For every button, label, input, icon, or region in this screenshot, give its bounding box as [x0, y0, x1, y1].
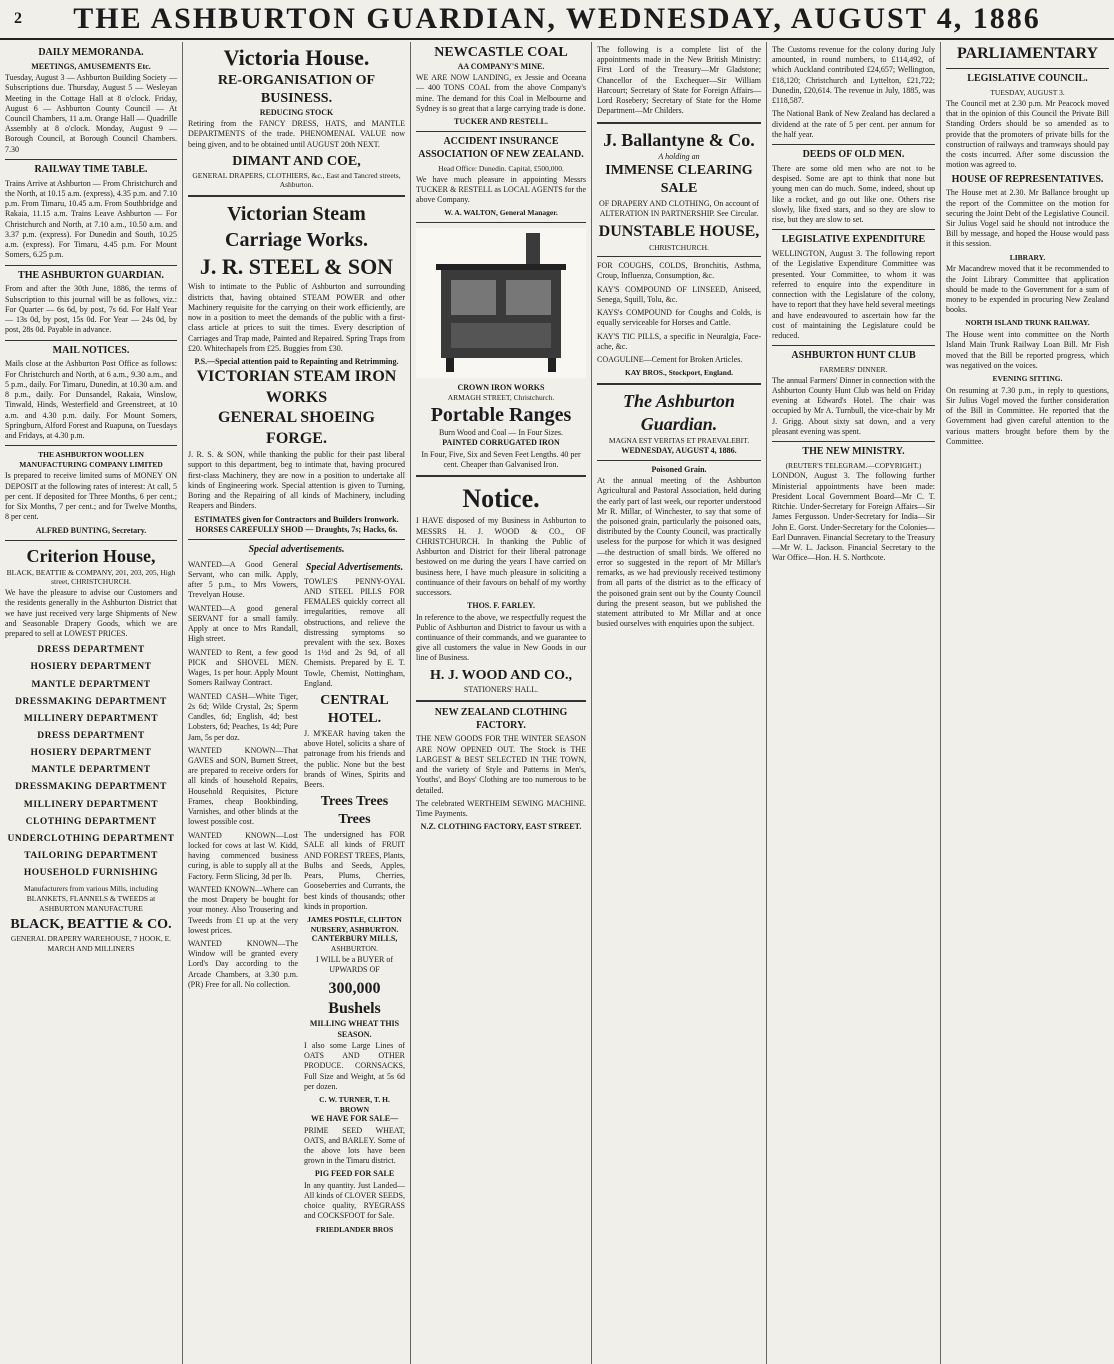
wanted-ad: WANTED CASH—White Tiger, 2s 6d; Wilde Crystal, 2s; Sperm Candles, 6d; English, 4d; best Lobsters, 6d; Peaches, 1s 4d; Pure Jam, 5s per doz. — [188, 691, 298, 742]
reorg-title: RE-ORGANISATION OF BUSINESS. — [217, 73, 376, 107]
deeds-text: There are some old men who are not to be despised. Some are apt to think that none but young men can do much. Some, indeed, shout up like a rocket, and go out like one. Others rise slowly, like fixed stars, and so they are slow to rise, but they are slow to set. — [772, 163, 935, 225]
column-6 — [941, 42, 1114, 1364]
ministry-title: THE NEW MINISTRY. — [802, 446, 905, 458]
victoria-text: Retiring from the FANCY DRESS, HATS, and MANTLE DEPARTMENTS of the trade. PHENOMENAL VALUE now being given, and to be obtained until AUGUST 20th NEXT. — [188, 119, 405, 149]
deeds-title: DEEDS OF OLD MEN. — [802, 149, 905, 161]
dept-item: DRESS DEPARTMENT — [37, 730, 145, 741]
steam-text: Wish to intimate to the Public of Ashburton and surrounding districts that, having obtained STEAM POWER and other Machinery requisite for the carrying on their work efficiently, are now in a position to meet the demands of the public with a first-class article at prices to suit the times. Every description of Carriages and Trap made, Painted and Repaired. Spring Traps from £20. Whitechapels from £25. Buggies from £30. — [188, 282, 405, 353]
dept-item: DRESSMAKING DEPARTMENT — [15, 696, 167, 707]
memoranda-title: DAILY MEMORANDA. — [38, 47, 144, 58]
hunt-text: The annual Farmers' Dinner in connection with the Ashburton County Hunt Club was held on Friday evening at Edward's Hotel. The chair was occupied by Mr A. Turnbull, the vice-chair by Mr J. Grigg. About sixty sat down, and a very pleasant evening was spent. — [772, 375, 935, 436]
library-title: LIBRARY. — [1009, 252, 1046, 262]
memoranda-text: Tuesday, August 3 — Ashburton Building Society — Subscriptions due. Thursday, August 5 — Wesleyan Meeting in the Cottage Hall at 8 o'clock. Friday, August 6 — Ashburton County Council — At Council Chambers, 11 a.m. Orange Hall — Quadrille Assembly at 8 o'clock. Monday, August 9 — Borough Council, at Borough Council Chambers. 7.30 — [5, 73, 177, 154]
iron-text: J. R. S. & SON, while thanking the public for their past liberal support to this department, beg to intimate that, having procured first-class Machinery, they are now in a position to undertake all kinds of Engineering work. Special attention is given to Turning, Boring and the Repairing of all kinds of Machinery, including Reapers and Binders. — [188, 450, 405, 511]
guardian-text: From and after the 30th June, 1886, the terms of Subscription to this journal will be as follows, viz.: For Quarter — 6s 6d, by post, 7s 6d. For Half Year — 13s 0d, by post, 15s 0d. For Year — 24s 0d, by post, 28s 0d. Payable in advance. — [5, 284, 177, 335]
page-number: 2 — [14, 10, 22, 27]
meetings-title: MEETINGS, AMUSEMENTS Etc. — [31, 61, 151, 71]
ballantyne-sub: A holding an — [658, 151, 700, 161]
canterbury-title: CANTERBURY MILLS, — [311, 934, 398, 944]
hunt-sub: FARMERS' DINNER. — [819, 365, 888, 375]
railway-text: Trains Arrive at Ashburton — From Christchurch and the North, at 10.15 a.m. (express), 4.35 p.m. and 7.10 p.m. From Timaru, 10.45 a.m. From Southbridge and Rakaia, 11.15 a.m. Trains Leave Ashburton — For Christchurch and North, at 7.10 a.m., 10.50 a.m. and 3.37 p.m. (express). For Dunedin and South, 10.25 a.m. (express). For Timaru, 4.45 p.m. For Mount Somers, 6.25 p.m. — [5, 178, 177, 260]
article-text: At the annual meeting of the Ashburton Agricultural and Pastoral Association, held during the early part of last week, our reporter understood Mr R. Millar, of Winchester, to say that some of the poisoned grain, particularly the poisoned oats, distributed by the County Council, was practically useless for the purpose for which it was designed—the destruction of small birds. We offered no error so suggested in the report of Mr Millar's remarks, as we had previously received testimony from all parts of the district as to the efficacy of the poisoned grain sent out by the County Council during the present season, but we published the statement attributed to Mr Millar and at once busied ourselves with enquiries upon the subject. — [597, 476, 761, 629]
house-text: The House met at 2.30. Mr Ballance brought up the report of the Committee on the motion for securing the Joint Debt of the Legislative Council. Sir Julius Vogel said he should not introduce the Bill by message, and hoped the House would pass it this session. — [946, 188, 1109, 249]
legislative-text: WELLINGTON, August 3. The following report of the Legislative Expenditure Committee was presented. Your Committee, to whom it was referred to enquire into the expenditure in connection with the Legislature of the colony, have to report that they have held several meetings and have endeavoured to ascertain how far the cost of maintaining the Legislature could be reduced. — [772, 249, 935, 340]
footer-firm-sub: GENERAL DRAPERY WAREHOUSE, 7 HOOK, E. MARCH AND MILLINERS — [10, 934, 172, 953]
remedy-item: KAY'S TIC PILLS, a specific in Neuralgia, Face-ache, &c. — [597, 331, 761, 351]
ministry-sub: (REUTER'S TELEGRAM.—COPYRIGHT.) — [785, 460, 922, 470]
poisoned-title: Poisoned Grain. — [651, 464, 707, 474]
diamant-sub: GENERAL DRAPERS, CLOTHIERS, &c., East and Tancred streets, Ashburton. — [192, 170, 401, 190]
national-text: The National Bank of New Zealand has declared a dividend at the rate of 5 per cent. per annum for the half year. — [772, 109, 935, 139]
guardian-motto: MAGNA EST VERITAS ET PRAEVALEBIT. — [608, 436, 750, 446]
wanted-ad: WANTED KNOWN—Lost locked for cows at last W. Kidd, having commenced business curing, is able to supply all at the Factory. Ferm Slicing, 3d per lb. — [188, 830, 298, 881]
armagh: ARMAGH STREET, Christchurch. — [447, 393, 555, 403]
masthead — [0, 0, 1114, 40]
column-2 — [183, 42, 411, 1364]
customs-text: The Customs revenue for the colony during July amounted, in round numbers, to £114,492, of which Auckland contributed £24,657; Wellington, £18,120; Christchurch and Lyttelton, £21,722; Dunedin, £20,614. The revenue in July, 1885, was £118,587. — [772, 45, 935, 106]
estimates: ESTIMATES given for Contractors and Builders Ironwork. — [194, 514, 399, 524]
wanted-ad: WANTED KNOWN—Where can the most Drapery be bought for your money. Also Trousering and Tweeds from £1 up at the very lowest prices. — [188, 884, 298, 935]
canterbury-sub: ASHBURTON. — [330, 944, 379, 954]
dept-item: CLOTHING DEPARTMENT — [25, 816, 157, 827]
towle-text: TOWLE'S PENNY-OYAL AND STEEL PILLS FOR FEMALES quickly correct all irregularities, remove all obstructions, and relieve the distressing symptoms so prevalent with the sex. Boxes 1s 1½d and 2s 9d, of all Chemists. Prepared by E. T. Towle, Chemist, Nottingham, England. — [304, 576, 405, 688]
woollen-text: Is prepared to receive limited sums of MONEY ON DEPOSIT at the following rates of interest: At call, 5 per cent. If deposited for Three Months, 6 per cent.; for Six Months, 7 per cent.; and for Twelve Months, 8 per cent. — [5, 471, 177, 522]
ballantyne-text: OF DRAPERY AND CLOTHING, On account of ALTERATION IN PARTNERSHIP. See Circular. — [599, 198, 759, 218]
central-text: J. M'KEAR having taken the above Hotel, solicits a share of patronage from his friends and the public. None but the best brands of Wines, Spirits and Beers. — [304, 728, 405, 790]
steam-note: P.S.—Special attention paid to Repainting and Retrimming. — [194, 356, 399, 366]
horses: HORSES CAREFULLY SHOD — Draughts, 7s; Hacks, 6s. — [195, 524, 398, 534]
council-text: The Council met at 2.30 p.m. Mr Peacock moved that in the opinion of this Council the Private Bill Standing Orders should be so amended as to provide that the promoters of private bills for the construction of railways and tramways should pay the costs incurred. After some discussion the motion was agreed to. — [946, 98, 1109, 170]
dept-item: MILLINERY DEPARTMENT — [23, 713, 159, 724]
dept-item: UNDERCLOTHING DEPARTMENT — [7, 833, 175, 844]
dept-item: DRESS DEPARTMENT — [37, 645, 145, 656]
house-title: HOUSE OF REPRESENTATIVES. — [951, 173, 1104, 185]
ballantyne-main: IMMENSE CLEARING SALE — [605, 162, 753, 196]
ballantyne-title: J. Ballantyne & Co. — [603, 129, 755, 150]
accident-sign: W. A. WALTON, General Manager. — [444, 208, 558, 218]
special-title: Special advertisements. — [248, 543, 345, 555]
ranges-text: Burn Wood and Coal — In Four Sizes. — [438, 428, 564, 438]
zealand-title: NEW ZEALAND CLOTHING FACTORY. — [434, 706, 568, 731]
woollen-title: THE ASHBURTON WOOLLEN MANUFACTURING COMPANY LIMITED — [19, 450, 163, 469]
canterbury-text3: I also some Large Lines of OATS AND OTHER PRODUCE. CORNSACKS, Full Size and Weight, at 5s 6d per dozen. — [304, 1040, 405, 1091]
wanted-ad: WANTED—A good general SERVANT for a small family. Apply at once to Mrs Randall, High street. — [188, 603, 298, 644]
remedy-item: KAYS's COMPOUND for Coughs and Colds, is equally serviceable for Horses and Cattle. — [597, 308, 761, 328]
stove-icon — [416, 228, 586, 378]
council-title: LEGISLATIVE COUNCIL. — [967, 73, 1088, 85]
wanted-ad: WANTED to Rent, a few good PICK and SHOVEL MEN. Wages, 1s per hour. Apply Mount Somers Railway Contract. — [188, 647, 298, 688]
dunstable-sub: CHRISTCHURCH. — [649, 242, 709, 252]
diamant-name: DIMANT AND COE, — [232, 153, 361, 169]
sewing-text: The celebrated WERTHEIM SEWING MACHINE. Time Payments. — [416, 798, 586, 819]
footer-text: Manufacturers from various Mills, including BLANKETS, FLANNELS & TWEEDS at ASHBURTON MANUFACTURE — [24, 884, 158, 913]
remedy-item: COAGULINE—Cement for Broken Articles. — [597, 355, 743, 365]
sewing-sign: N.Z. CLOTHING FACTORY, EAST STREET. — [420, 822, 582, 832]
guardian-masthead: The Ashburton Guardian. — [623, 390, 735, 434]
loan-title: NORTH ISLAND TRUNK RAILWAY. — [965, 318, 1090, 328]
canterbury-text: I WILL be a BUYER of UPWARDS OF — [315, 955, 394, 975]
criterion-title: Criterion House, — [26, 545, 156, 566]
wood-title: H. J. WOOD AND CO., — [429, 667, 573, 683]
wanted-ad: WANTED KNOWN—That GAVES and SON, Burnett Street, are prepared to receive orders for all kinds of household Repairs, Household Requisites, Picture Frames, cheap Bookbinding, Varnishes, and other blinds at the lowest possible cost. — [188, 745, 298, 827]
trees-firm: JAMES POSTLE, CLIFTON NURSERY, ASHBURTON. — [307, 915, 402, 934]
column-4 — [592, 42, 767, 1364]
footer-firm: BLACK, BEATTIE & CO. — [10, 917, 172, 933]
mail-title: MAIL NOTICES. — [52, 344, 130, 356]
dept-item: HOUSEHOLD FURNISHING — [23, 868, 159, 879]
wood-sub: STATIONERS' HALL. — [463, 684, 539, 694]
dept-item: TAILORING DEPARTMENT — [24, 851, 158, 862]
coal-sign: TUCKER AND RESTELL. — [453, 117, 549, 127]
accident-text: We have much pleasure in appointing Messrs TUCKER & RESTELL as LOCAL AGENTS for the above Company. — [416, 174, 586, 204]
painted-title: PAINTED CORRUGATED IRON — [442, 438, 560, 448]
hunt-title: ASHBURTON HUNT CLUB — [791, 350, 916, 362]
reducing-stock: REDUCING STOCK — [259, 107, 334, 117]
kay-sign: KAY BROS., Stockport, England. — [624, 368, 733, 378]
evening-title: EVENING SITTING. — [992, 374, 1063, 383]
remedy-item: FOR COUGHS, COLDS, Bronchitis, Asthma, Croup, Influenza, Consumption, &c. — [597, 261, 761, 281]
have-title: WE HAVE FOR SALE— — [310, 1114, 399, 1124]
pig-sign: FRIEDLANDER BROS — [315, 1224, 394, 1234]
accident-sub: Head Office: Dunedin. Capital, £500,000. — [438, 163, 564, 173]
coal-title: NEWCASTLE COAL — [434, 45, 568, 60]
zealand-text: THE NEW GOODS FOR THE WINTER SEASON ARE NOW OPENED OUT. The Stock is THE LARGEST & BEST SELECTED IN THE TOWN, and the variety of Style and Patterns in Men's, Youths', and Boys' Clothing are too numerous to be detailed. — [416, 734, 586, 795]
iron-title: VICTORIAN STEAM IRON WORKS — [196, 368, 397, 406]
ministry-text: LONDON, August 3. The following further Ministerial appointments have been made: President Local Government Board—Mr C. T. Ritchie. Under-Secretary for Foreign Affairs—Sir James Fergusson. Under-Secretary for India—Sir John E. Gorst. Under-Secretary for the Colonies—Earl Dunraven. Financial Secretary to the Treasury—Mr W. L. Jackson. Financial Secretary to the War Office—Hon. H. S. Northcote. — [772, 471, 935, 563]
column-5 — [767, 42, 941, 1364]
dept-item: DRESSMAKING DEPARTMENT — [15, 782, 167, 793]
have-text: PRIME SEED WHEAT, OATS, and BARLEY. Some of the above lots have been grown in the Timaru district. — [304, 1125, 405, 1166]
steam-title: Victorian Steam Carriage Works. — [225, 203, 368, 251]
dept-item: HOSIERY DEPARTMENT — [30, 662, 152, 673]
steel-name: J. R. STEEL & SON — [199, 254, 394, 280]
remedy-item: KAY'S COMPOUND OF LINSEED, Aniseed, Senega, Squill, Tolu, &c. — [597, 284, 761, 304]
criterion-text: We have the pleasure to advise our Customers and the residents generally in the Ashburton District that we have just received very large Shipments of New and Seasonable Drapery Goods, which we are prepared to sell at LOWEST PRICES. — [5, 588, 177, 638]
trees-text: The undersigned has FOR SALE all kinds of FRUIT AND FOREST TREES, Plants, Bulbs and Seeds, Apples, Pears, Plums, Cherries, Gooseberries and Currants, the best kinds of thousands; other kinds in proportion. — [304, 830, 405, 911]
criterion-sub: BLACK, BEATTIE & COMPANY, 201, 203, 205, High street, CHRISTCHURCH. — [6, 567, 176, 587]
library-text: Mr Macandrew moved that it be recommended to the Joint Library Committee that application should be made to the Government for a sum of money to be expended in procuring New Zealand books. — [946, 264, 1109, 315]
coal-sub: AA COMPANY'S MINE. — [457, 61, 545, 71]
column-3 — [411, 42, 592, 1364]
legislative-title: LEGISLATIVE EXPENDITURE — [781, 234, 926, 246]
mail-text: Mails close at the Ashburton Post Office as follows: For Christchurch and North, at 6 a.m., 9.30 a.m., and 5 p.m., daily. For Timaru, Dunedin, at 10.30 a.m. and 8 p.m., daily. For Dunsandel, Rakaia, Winslow, Tinwald, Hinds, Westerfield and Greenstreet, at 10 a.m. and 4.30 p.m. daily. For Mount Somers, Springburn, Alford Forest and Ruapuna, on Tuesdays and Fridays, at 4.30 p.m. — [5, 359, 177, 440]
notice-text2: In reference to the above, we respectfully request the Public of Ashburton and District to favour us with a continuance of their commands, and we guarantee to give all customers the value in New Goods in our line of Business. — [416, 612, 586, 663]
dept-item: MANTLE DEPARTMENT — [31, 679, 151, 690]
victoria-title: Victoria House. — [223, 45, 370, 70]
notice-text: I HAVE disposed of my Business in Ashburton to MESSRS H. J. WOOD & CO., OF CHRISTCHURCH. In thanking the Public of Ashburton and District for their liberal patronage bestowed on me during the years I have carried on business here, I have much pleasure in soliciting a continuance of their favours on behalf of my worthy successors. — [416, 516, 586, 598]
masthead-title: THE ASHBURTON GUARDIAN, WEDNESDAY, AUGUST 4, 1886 — [73, 2, 1041, 35]
range-stove-illustration — [416, 228, 586, 378]
column-1 — [0, 42, 183, 1364]
dunstable-title: DUNSTABLE HOUSE, — [598, 223, 760, 241]
dept-item: MANTLE DEPARTMENT — [31, 765, 151, 776]
crown-title: CROWN IRON WORKS — [457, 382, 545, 392]
bushels: 300,000 Bushels — [328, 979, 381, 1017]
dept-item: MILLINERY DEPARTMENT — [23, 799, 159, 810]
special-title2: Special Advertisements. — [305, 561, 404, 573]
notice-sign: THOS. F. FARLEY. — [467, 601, 535, 611]
evening-text: On resuming at 7.30 p.m., in reply to questions, Sir Julius Vogel moved the further consideration of the Bill in Committee. He reported that the Government had given careful attention to the various matters brought before them by the Committee. — [946, 385, 1109, 446]
wanted-ad: WANTED—A Good General Servant, who can milk. Apply, after 5 p.m., to Mrs Vowers, Trevelyan House. — [188, 559, 298, 600]
dept-item: HOSIERY DEPARTMENT — [30, 748, 152, 759]
notice-title: Notice. — [462, 484, 540, 514]
pig-title: PIG FEED FOR SALE — [314, 1169, 395, 1179]
central-title: CENTRAL HOTEL. — [320, 693, 389, 727]
trees-title: Trees Trees Trees — [320, 794, 389, 828]
painted-text: In Four, Five, Six and Seven Feet Lengths. 40 per cent. Cheaper than Galvanised Iron. — [421, 449, 581, 469]
pig-text: In any quantity. Just Landed— All kinds of CLOVER SEEDS, choice quality, RYEGRASS and COCKSFOOT for Sale. — [304, 1180, 405, 1221]
coal-text: WE ARE NOW LANDING, ex Jessie and Oceana — 400 TONS COAL from the above Company's mine. The demand for this Coal in Melbourne and Sydney is so great that a large carrying trade is done. — [416, 73, 586, 113]
accident-title: ACCIDENT INSURANCE ASSOCIATION OF NEW ZEALAND. — [418, 136, 584, 161]
ranges-title: Portable Ranges — [430, 403, 572, 426]
office-text: The following is a complete list of the appointments made in the New British Ministry: First Lord of the Treasury—Mr Gladstone; Chancellor of the Exchequer—Sir William Harcourt; Secretary of State for Foreign Affairs—Lord Rosebery; Secretary of State for the Home Department—Mr Childers. — [597, 45, 761, 116]
woollen-sign: ALFRED BUNTING, Secretary. — [35, 525, 147, 535]
canterbury-text2: MILLING WHEAT THIS SEASON. — [309, 1019, 400, 1039]
parliamentary-title: PARLIAMENTARY — [956, 45, 1099, 62]
council-date: TUESDAY, AUGUST 3. — [990, 88, 1065, 98]
canterbury-sign: C. W. TURNER, T. H. BROWN — [319, 1095, 390, 1114]
columns — [0, 42, 1114, 1364]
railway-title: RAILWAY TIME TABLE. — [34, 163, 148, 175]
guardian-date: WEDNESDAY, AUGUST 4, 1886. — [621, 445, 737, 455]
guardian-title: THE ASHBURTON GUARDIAN. — [18, 269, 164, 281]
loan-text: The House went into committee on the North Island Main Trunk Railway Loan Bill. Mr Fish moved that the Bill be reported progress, which was negatived on the voices. — [946, 330, 1109, 370]
wanted-ad: WANTED KNOWN—The Window will be granted every Lord's Day according to the Arcade Chambers, at 3.30 p.m. (PR) Free for all. No collection. — [188, 938, 298, 989]
iron-title2: GENERAL SHOEING FORGE. — [218, 409, 375, 447]
